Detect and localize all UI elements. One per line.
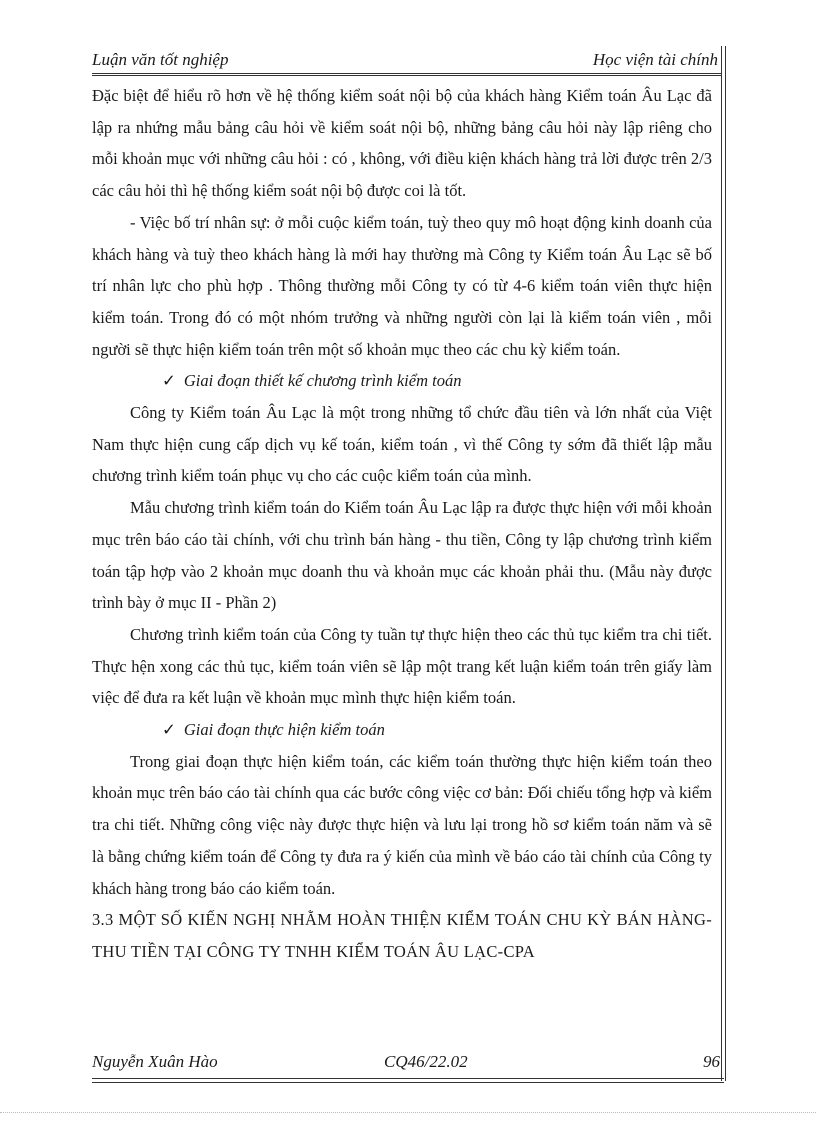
- document-body: [92, 80, 712, 968]
- paragraph-staffing: - Việc bố trí nhân sự: ở mỗi cuộc kiểm toán, tuỳ theo quy mô hoạt động kinh doanh của khách hàng và tuỳ theo khách hàng là mới hay thường mà Công ty Kiểm toán Âu Lạc sẽ bố trí nhân lực cho phù hợp . Thông thường mỗi Công ty có từ 4-6 kiểm toán viên thực hiện kiểm toán. Trong đó có một nhóm trưởng và những người còn lại là kiểm toán viên , mỗi người sẽ thực hiện kiểm toán trên một số khoản mục theo các chu kỳ kiểm toán.: [92, 212, 712, 359]
- checkmark-icon: ✓: [162, 720, 176, 740]
- paragraph-internal-control: Đặc biệt để hiểu rõ hơn về hệ thống kiểm soát nội bộ của khách hàng Kiểm toán Âu Lạc đã lập ra nhứng mẫu bảng câu hỏi về kiểm soát nội bộ, những bảng câu hỏi này lập riêng cho mỗi khoản mục với những câu hỏi : có , không, với điều kiện khách hàng trả lời được trên 2/3 các câu hỏi thì hệ thống kiểm soát nội bộ được coi là tốt.: [92, 86, 712, 201]
- page-break-divider: [0, 1112, 816, 1113]
- page-frame-right: [721, 46, 726, 1081]
- footer-page-number: 96: [703, 1052, 720, 1071]
- page-frame-bottom: [92, 1078, 724, 1083]
- footer-class-code: CQ46/22.02: [384, 1052, 468, 1071]
- header-thesis-title: Luận văn tốt nghiệp: [92, 50, 229, 69]
- paragraph-execution: Trong giai đoạn thực hiện kiểm toán, các kiểm toán thường thực hiện kiểm toán theo khoản mục trên báo cáo tài chính qua các bước công việc cơ bản: Đối chiếu tổng hợp và kiểm tra chi tiết. Những công việc này được thực hiện và lưu lại trong hồ sơ kiểm toán năm và sẽ là bằng chứng kiểm toán để Công ty đưa ra ý kiến của mình về báo cáo tài chính của Công ty khách hàng trong báo cáo kiểm toán.: [92, 751, 712, 898]
- checklist-item-execution-phase: [92, 714, 712, 746]
- checkmark-icon: ✓: [162, 371, 176, 391]
- paragraph-program-template: Mẫu chương trình kiểm toán do Kiểm toán Âu Lạc lập ra được thực hiện với mỗi khoản mục trên báo cáo tài chính, với chu trình bán hàng - thu tiền, Công ty lập chương trình kiểm toán tập hợp vào 2 khoản mục doanh thu và khoản mục các khoản phải thu. (Mẫu này được trình bày ở mục II - Phần 2): [92, 498, 712, 613]
- paragraph-company-intro: Công ty Kiểm toán Âu Lạc là một trong những tổ chức đầu tiên và lớn nhất của Việt Nam thực hiện cung cấp dịch vụ kế toán, kiểm toán , vì thế Công ty sớm đã thiết lập mẫu chương trình kiểm toán phục vụ cho các cuộc kiểm toán của mình.: [92, 403, 712, 486]
- section-heading: 3.3 MỘT SỐ KIẾN NGHỊ NHẰM HOÀN THIỆN KIỂM TOÁN CHU KỲ BÁN HÀNG-THU TIỀN TẠI CÔNG TY TNHH KIỂM TOÁN ÂU LẠC-CPA: [92, 910, 712, 961]
- header-rule: [92, 73, 721, 76]
- header-institution: Học viện tài chính: [592, 50, 718, 69]
- checklist-item-design-phase: [92, 365, 712, 397]
- checklist-item-label: Giai đoạn thiết kế chương trình kiểm toán: [183, 371, 462, 391]
- checklist-item-label: Giai đoạn thực hiện kiểm toán: [183, 720, 385, 740]
- paragraph-program-procedures: Chương trình kiểm toán của Công ty tuần tự thực hiện theo các thủ tục kiểm tra chi tiết. Thực hện xong các thủ tục, kiểm toán viên sẽ lập một trang kết luận kiểm toán trên giấy làm việc để đưa ra kết luận về khoản mục mình thực hiện kiểm toán.: [92, 624, 712, 708]
- footer-author: Nguyễn Xuân Hào: [92, 1052, 218, 1071]
